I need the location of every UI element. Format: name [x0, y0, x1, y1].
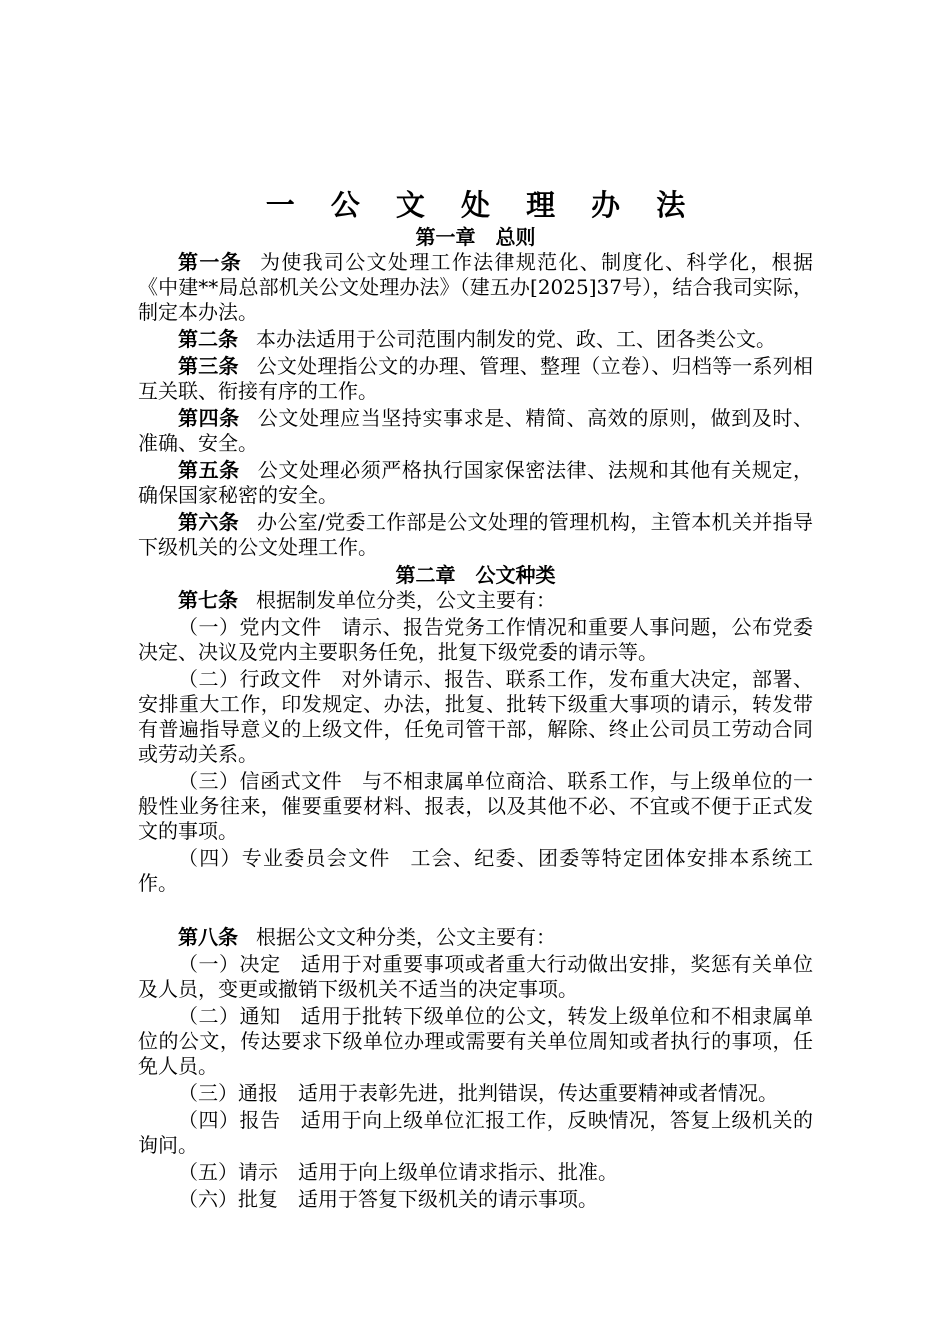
article-8-item-1: [138, 952, 813, 1002]
article-text: 公文处理指公文的办理、管理、整理（立卷）、归档等一系列相互关联、衔接有序的工作。: [138, 354, 814, 403]
item-label: （六）批复: [178, 1187, 278, 1211]
article-text: 办公室/党委工作部是公文处理的管理机构，主管本机关并指导下级机关的公文处理工作。: [138, 510, 813, 559]
blank-line: [138, 898, 813, 925]
article-label: 第四条: [178, 406, 240, 430]
item-text: 对外请示、报告、联系工作，发布重大决定，部署、安排重大工作，印发规定、办法，批复、批转下级重大事项的请示，转发带有普遍指导意义的上级文件，任免司管干部，解除、终止公司员工劳动合同或劳动关系。: [138, 667, 814, 766]
article-label: 第五条: [178, 458, 240, 482]
article-label: 第七条: [178, 588, 238, 612]
article-5: [138, 458, 813, 508]
item-text: 请示、报告党务工作情况和重要人事问题，公布党委决定、决议及党内主要职务任免，批复下级党委的请示等。: [138, 615, 814, 664]
article-2: [138, 327, 813, 352]
article-text: 公文处理必须严格执行国家保密法律、法规和其他有关规定，确保国家秘密的安全。: [138, 458, 814, 507]
article-label: 第三条: [178, 354, 239, 378]
article-8-item-2: [138, 1004, 813, 1079]
article-7-item-4: [138, 846, 813, 896]
article-label: 第八条: [178, 925, 238, 949]
item-text: 适用于答复下级机关的请示事项。: [298, 1187, 598, 1211]
item-label: （三）信函式文件: [178, 769, 343, 793]
article-label: 第二条: [178, 327, 238, 351]
item-text: 工会、纪委、团委等特定团体安排本系统工作。: [138, 846, 813, 895]
document-body: [138, 186, 813, 1214]
article-8-item-6: [138, 1187, 813, 1212]
article-text: 根据公文文种分类，公文主要有：: [256, 925, 556, 949]
item-label: （一）党内文件: [178, 615, 322, 639]
article-text: 公文处理应当坚持实事求是、精简、高效的原则，做到及时、准确、安全。: [138, 406, 814, 455]
item-label: （二）行政文件: [178, 667, 322, 691]
article-7-item-2: [138, 667, 813, 767]
chapter-2-heading: 第二章 公文种类: [395, 563, 556, 587]
item-label: （五）请示: [178, 1160, 278, 1184]
article-6: [138, 510, 813, 560]
item-label: （一）决定: [178, 952, 281, 976]
article-text: 为使我司公文处理工作法律规范化、制度化、科学化，根据《中建**局总部机关公文处理办法》（建五办[2025]37号），结合我司实际，制定本办法。: [138, 250, 814, 324]
article-label: 第一条: [178, 250, 242, 274]
article-4: [138, 406, 813, 456]
item-text: 适用于向上级单位汇报工作，反映情况，答复上级机关的询问。: [138, 1108, 814, 1157]
article-text: 根据制发单位分类，公文主要有：: [256, 588, 556, 612]
article-text: 本办法适用于公司范围内制发的党、政、工、团各类公文。: [256, 327, 776, 351]
item-label: （三）通报: [178, 1081, 278, 1105]
item-text: 适用于向上级单位请求指示、批准。: [298, 1160, 618, 1184]
article-8: [138, 925, 813, 950]
article-8-item-5: [138, 1160, 813, 1185]
article-7-item-1: [138, 615, 813, 665]
item-text: 适用于对重要事项或者重大行动做出安排，奖惩有关单位及人员，变更或撤销下级机关不适当的决定事项。: [138, 952, 814, 1001]
chapter-1-heading: 第一章 总则: [415, 225, 536, 249]
item-text: 适用于批转下级单位的公文，转发上级单位和不相隶属单位的公文，传达要求下级单位办理或需要有关单位周知或者执行的事项，任免人员。: [138, 1004, 814, 1078]
article-7-item-3: [138, 769, 813, 844]
article-7: [138, 588, 813, 613]
article-8-item-3: [138, 1081, 813, 1106]
item-label: （四）报告: [178, 1108, 281, 1132]
article-8-item-4: [138, 1108, 813, 1158]
item-text: 适用于表彰先进，批判错误，传达重要精神或者情况。: [298, 1081, 778, 1105]
item-label: （四）专业委员会文件: [178, 846, 391, 870]
article-3: [138, 354, 813, 404]
article-1: [138, 250, 813, 325]
item-label: （二）通知: [178, 1004, 281, 1028]
document-title: 一 公 文 处 理 办 法: [265, 188, 699, 222]
item-text: 与不相隶属单位商洽、联系工作，与上级单位的一般性业务往来，催要重要材料、报表，以及其他不必、不宜或不便于正式发文的事项。: [138, 769, 814, 843]
article-label: 第六条: [178, 510, 240, 534]
